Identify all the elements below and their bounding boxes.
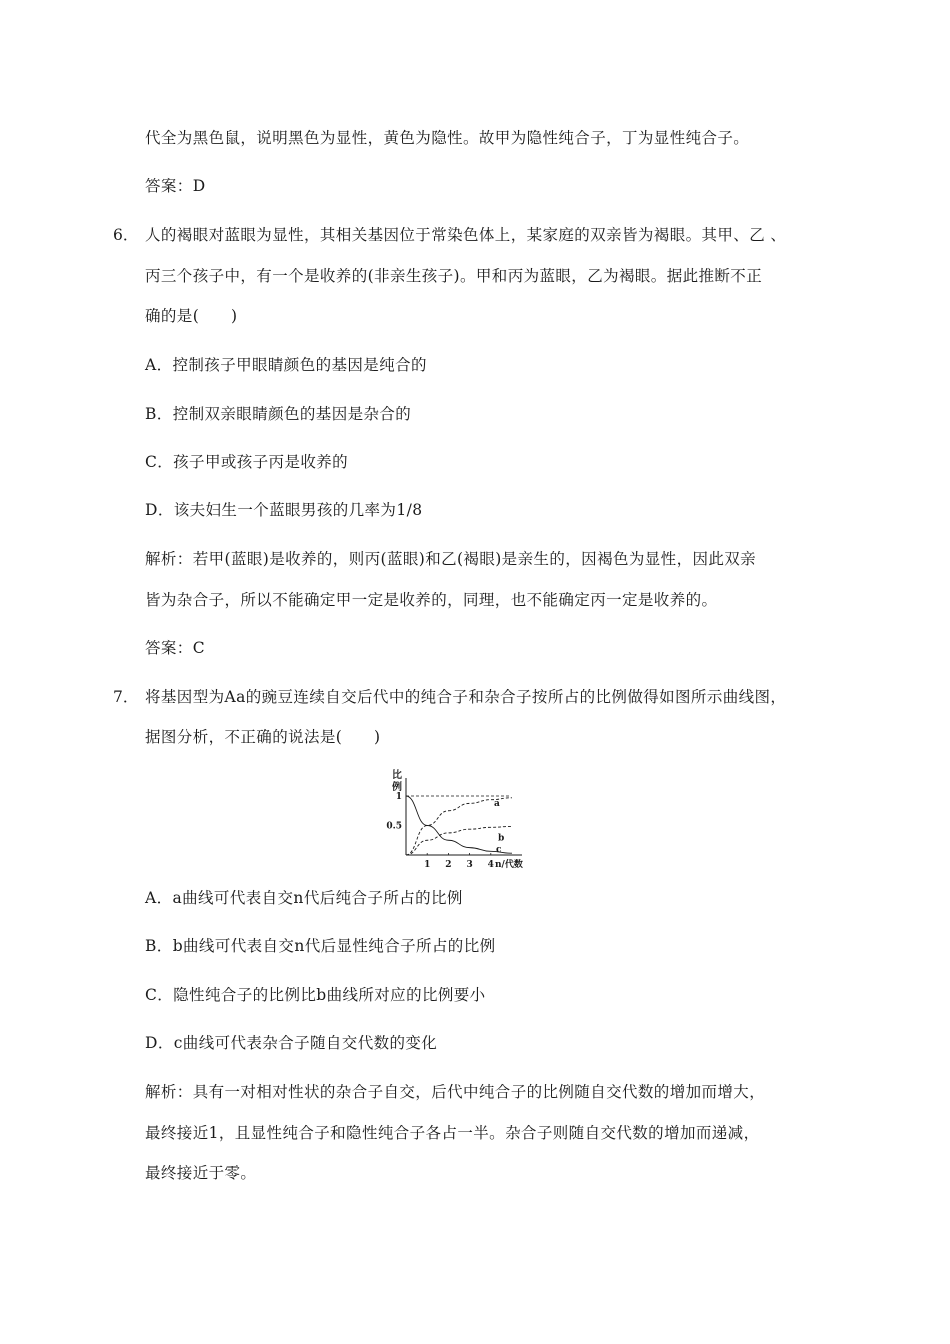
- x-tick-label: 2: [445, 860, 452, 870]
- q6-option-a: A．控制孩子甲眼睛颜色的基因是纯合的: [145, 356, 427, 374]
- q6-answer: 答案：C: [145, 639, 205, 657]
- q6-stem-line-2: 丙三个孩子中，有一个是收养的(非亲生孩子)。甲和丙为蓝眼，乙为褐眼。据此推断不正: [145, 267, 763, 285]
- q7-option-b: B．b曲线可代表自交n代后显性纯合子所占的比例: [145, 937, 496, 955]
- q7-analysis-line-2: 最终接近1，且显性纯合子和隐性纯合子各占一半。杂合子则随自交代数的增加而递减，: [145, 1124, 760, 1142]
- series-c-label: c: [496, 845, 502, 856]
- ratio-curve-figure: [362, 768, 532, 876]
- q6-option-b: B．控制双亲眼睛颜色的基因是杂合的: [145, 405, 412, 423]
- x-tick-label: 4: [487, 860, 494, 870]
- q7-number: 7．: [113, 688, 139, 706]
- ratio-curve-chart: [362, 768, 532, 876]
- q7-analysis-line-3: 最终接近于零。: [145, 1164, 257, 1182]
- q7-option-d: D．c曲线可代表杂合子随自交代数的变化: [145, 1034, 438, 1052]
- y-axis-label-1: 比: [392, 770, 402, 781]
- x-tick-label: 1: [424, 860, 431, 870]
- q6-number: 6．: [113, 226, 139, 244]
- q6-analysis-line-1: 解析：若甲(蓝眼)是收养的，则丙(蓝眼)和乙(褐眼)是亲生的，因褐色为显性，因此双亲: [145, 550, 757, 568]
- q6-option-c: C．孩子甲或孩子丙是收养的: [145, 453, 349, 471]
- q6-analysis-line-2: 皆为杂合子，所以不能确定甲一定是收养的，同理，也不能确定丙一定是收养的。: [145, 591, 718, 609]
- y-tick-label: 0.5: [386, 821, 402, 832]
- q7-stem-line-1: 将基因型为Aa的豌豆连续自交后代中的纯合子和杂合子按所占的比例做得如图所示曲线图，: [145, 688, 787, 706]
- x-axis-label: n/代数: [495, 860, 523, 870]
- q6-option-d: D．该夫妇生一个蓝眼男孩的几率为1/8: [145, 501, 423, 519]
- prev-analysis-text: 代全为黑色鼠，说明黑色为显性，黄色为隐性。故甲为隐性纯合子，丁为显性纯合子。: [145, 129, 750, 147]
- q7-stem-line-2: 据图分析，不正确的说法是( ): [145, 728, 381, 746]
- x-tick-label: 3: [466, 860, 473, 870]
- series-b-label: b: [498, 833, 505, 844]
- q7-option-c: C．隐性纯合子的比例比b曲线所对应的比例要小: [145, 986, 486, 1004]
- y-axis-label-2: 例: [392, 782, 402, 793]
- q7-option-a: A．a曲线可代表自交n代后纯合子所占的比例: [145, 889, 463, 907]
- y-tick-label: 1: [395, 792, 402, 802]
- q6-stem-line-1: 人的褐眼对蓝眼为显性，其相关基因位于常染色体上，某家庭的双亲皆为褐眼。其甲、乙 、: [145, 226, 787, 244]
- q7-analysis-line-1: 解析：具有一对相对性状的杂合子自交，后代中纯合子的比例随自交代数的增加而增大，: [145, 1083, 766, 1101]
- q6-stem-line-3: 确的是( ): [145, 307, 238, 325]
- series-a-label: a: [494, 798, 500, 809]
- prev-answer: 答案：D: [145, 177, 206, 195]
